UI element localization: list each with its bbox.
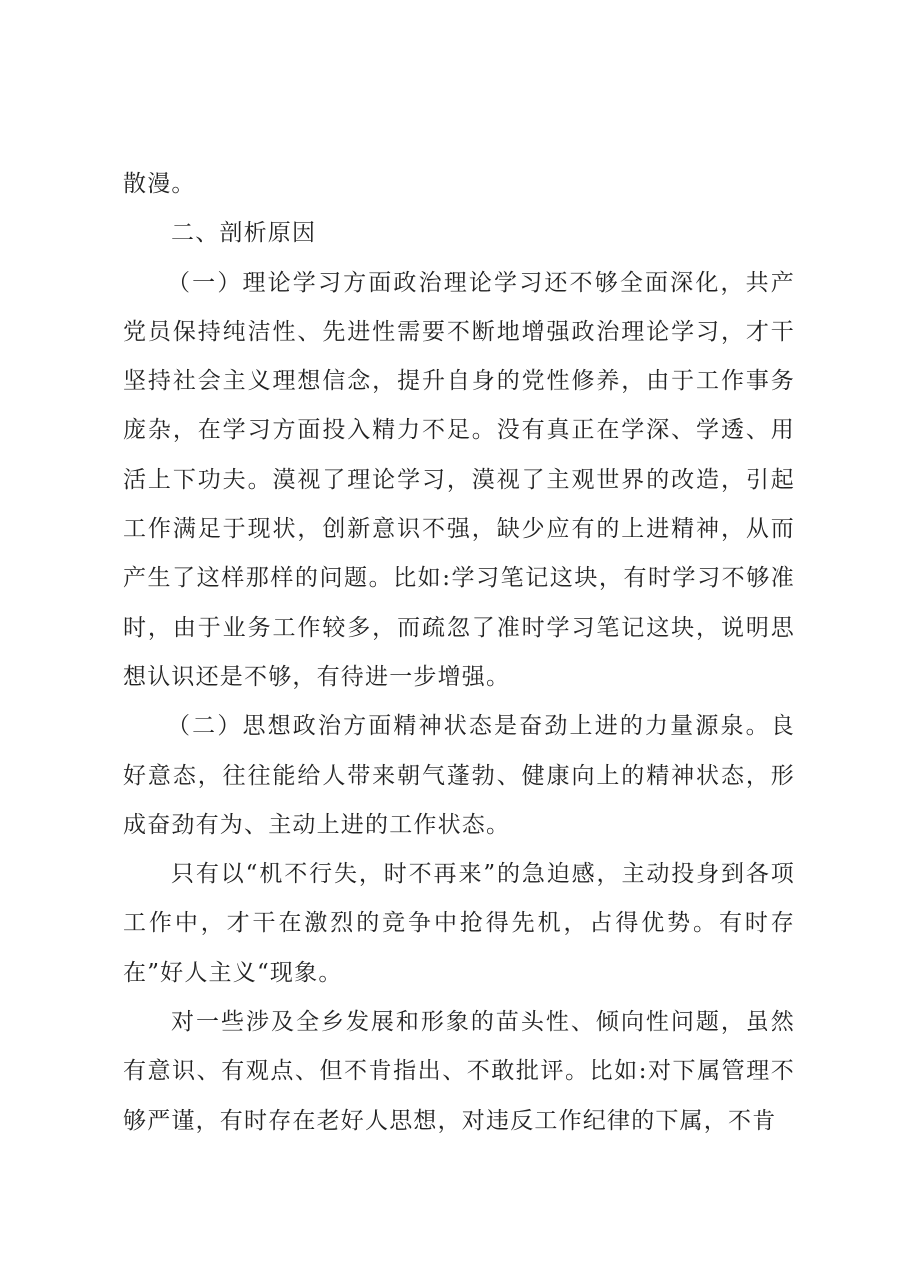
paragraph-tendency-issues: 对一些涉及全乡发展和形象的苗头性、倾向性问题，虽然有意识、有观点、但不肯指出、不敢批评。比如:对下属管理不够严谨，有时存在老好人思想，对违反工作纪律的下属，不肯 — [123, 1009, 795, 1134]
paragraph-political-thought: （二）思想政治方面精神状态是奋劲上进的力量源泉。良好意态，往往能给人带来朝气蓬勃、健康向上的精神状态，形成奋劲有为、主动上进的工作状态。 — [123, 713, 795, 838]
section-heading: 二、剖析原因 — [171, 220, 317, 247]
paragraph-continuation: 散漫。 — [123, 171, 196, 197]
paragraph-urgency: 只有以“机不行失，时不再来”的急迫感，主动投身到各项工作中，才干在激烈的竞争中抢得先机，占得优势。有时存在”好人主义“现象。 — [123, 861, 795, 986]
paragraph-theory-study: （一）理论学习方面政治理论学习还不够全面深化，共产党员保持纯洁性、先进性需要不断地增强政治理论学习，才干坚持社会主义理想信念，提升自身的党性修养，由于工作事务庞杂，在学习方面投入精力不足。没有真正在学深、学透、用活上下功夫。漠视了理论学习，漠视了主观世界的改造，引起工作满足于现状，创新意识不强，缺少应有的上进精神，从而产生了这样那样的问题。比如:学习笔记这块，有时学习不够准时，由于业务工作较多，而疏忽了准时学习笔记这块，说明思想认识还是不够，有待进一步增强。 — [123, 269, 795, 690]
document-body — [123, 160, 795, 1146]
